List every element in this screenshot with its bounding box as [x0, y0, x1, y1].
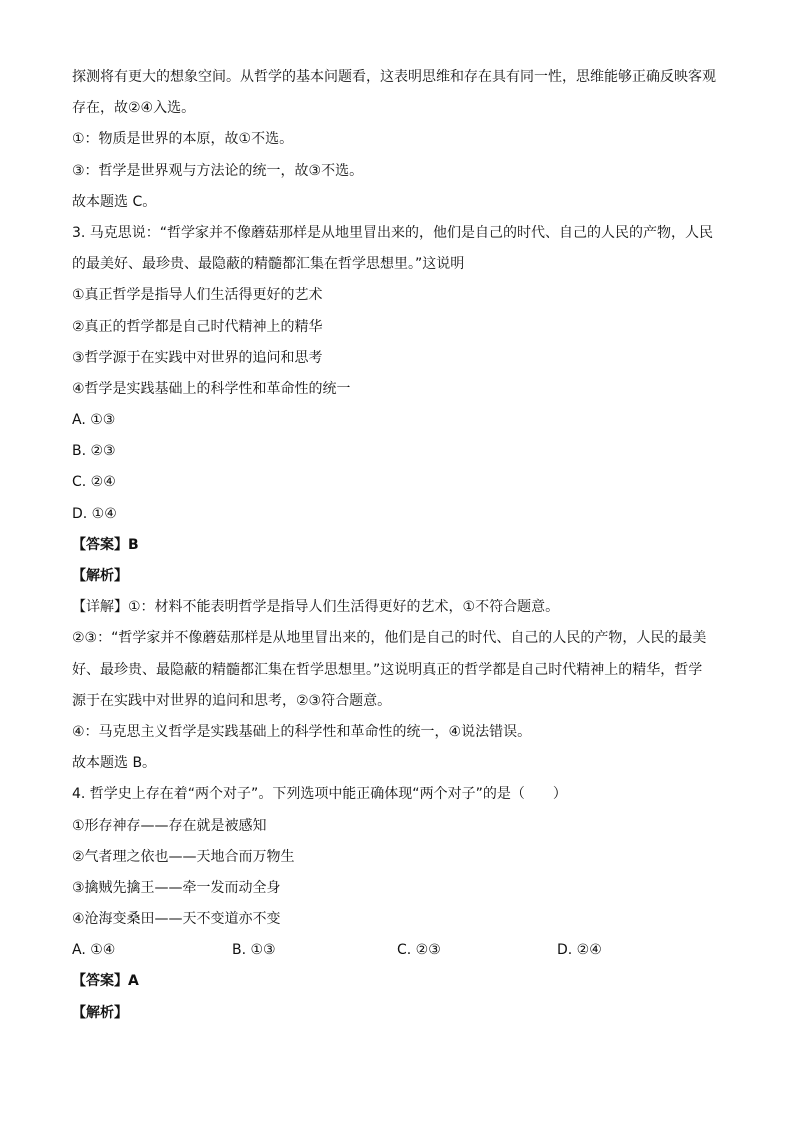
text-line: ③擒贼先擒王——牵一发而动全身: [72, 879, 281, 896]
text-line: 【答案】B: [72, 536, 139, 553]
text-line: 4. 哲学史上存在着“两个对子”。下列选项中能正确体现“两个对子”的是（ ）: [72, 786, 567, 803]
text-line: B. ②③: [72, 443, 116, 460]
text-line: 3. 马克思说：“哲学家并不像蘑菇那样是从地里冒出来的，他们是自己的时代、自己的人民的产物，人民: [72, 224, 714, 241]
text-line: A. ①③: [72, 412, 116, 429]
text-line: ④：马克思主义哲学是实践基础上的科学性和革命性的统一，④说法错误。: [72, 723, 532, 740]
text-line: 【答案】A: [72, 973, 139, 990]
text-line: 源于在实践中对世界的追问和思考，②③符合题意。: [72, 692, 392, 709]
option-b: B. ①③: [232, 942, 276, 959]
text-line: 【解析】: [72, 568, 128, 584]
text-line: ②气者理之依也——天地合而万物生: [72, 848, 295, 865]
text-line: D. ①④: [72, 505, 117, 522]
document-body: [72, 62, 732, 935]
option-a: A. ①④: [72, 942, 116, 959]
option-c: C. ②③: [397, 942, 441, 959]
text-line: 故本题选 C。: [72, 193, 157, 210]
document-tail: [72, 966, 732, 1028]
text-line: ②真正的哲学都是自己时代精神上的精华: [72, 318, 323, 335]
question-4-options: [72, 935, 732, 966]
text-line: 探测将有更大的想象空间。从哲学的基本问题看，这表明思维和存在具有同一性，思维能够正确反映客观: [72, 69, 716, 85]
text-line: ④哲学是实践基础上的科学性和革命性的统一: [72, 380, 351, 397]
text-line: 【解析】: [72, 1004, 128, 1021]
document-page: [72, 62, 732, 1029]
text-line: ①真正哲学是指导人们生活得更好的艺术: [72, 287, 323, 304]
text-line: 的最美好、最珍贵、最隐蔽的精髓都汇集在哲学思想里。”这说明: [72, 256, 465, 273]
text-line: ③：哲学是世界观与方法论的统一，故③不选。: [72, 162, 364, 179]
text-line: ①：物质是世界的本原，故①不选。: [72, 131, 294, 148]
text-line: C. ②④: [72, 474, 116, 491]
option-d: D. ②④: [557, 942, 602, 959]
text-line: ④沧海变桑田——天不变道亦不变: [72, 911, 281, 928]
text-line: 【详解】①：材料不能表明哲学是指导人们生活得更好的艺术，①不符合题意。: [72, 599, 560, 616]
text-line: ③哲学源于在实践中对世界的追问和思考: [72, 349, 323, 366]
text-line: 存在，故②④入选。: [72, 100, 196, 117]
text-line: ①形存神存——存在就是被感知: [72, 817, 267, 834]
text-line: 好、最珍贵、最隐蔽的精髓都汇集在哲学思想里。”这说明真正的哲学都是自己时代精神上的精华，哲学: [72, 661, 703, 678]
text-line: ②③：“哲学家并不像蘑菇那样是从地里冒出来的，他们是自己的时代、自己的人民的产物，人民的最美: [72, 630, 707, 647]
text-line: 故本题选 B。: [72, 755, 157, 772]
